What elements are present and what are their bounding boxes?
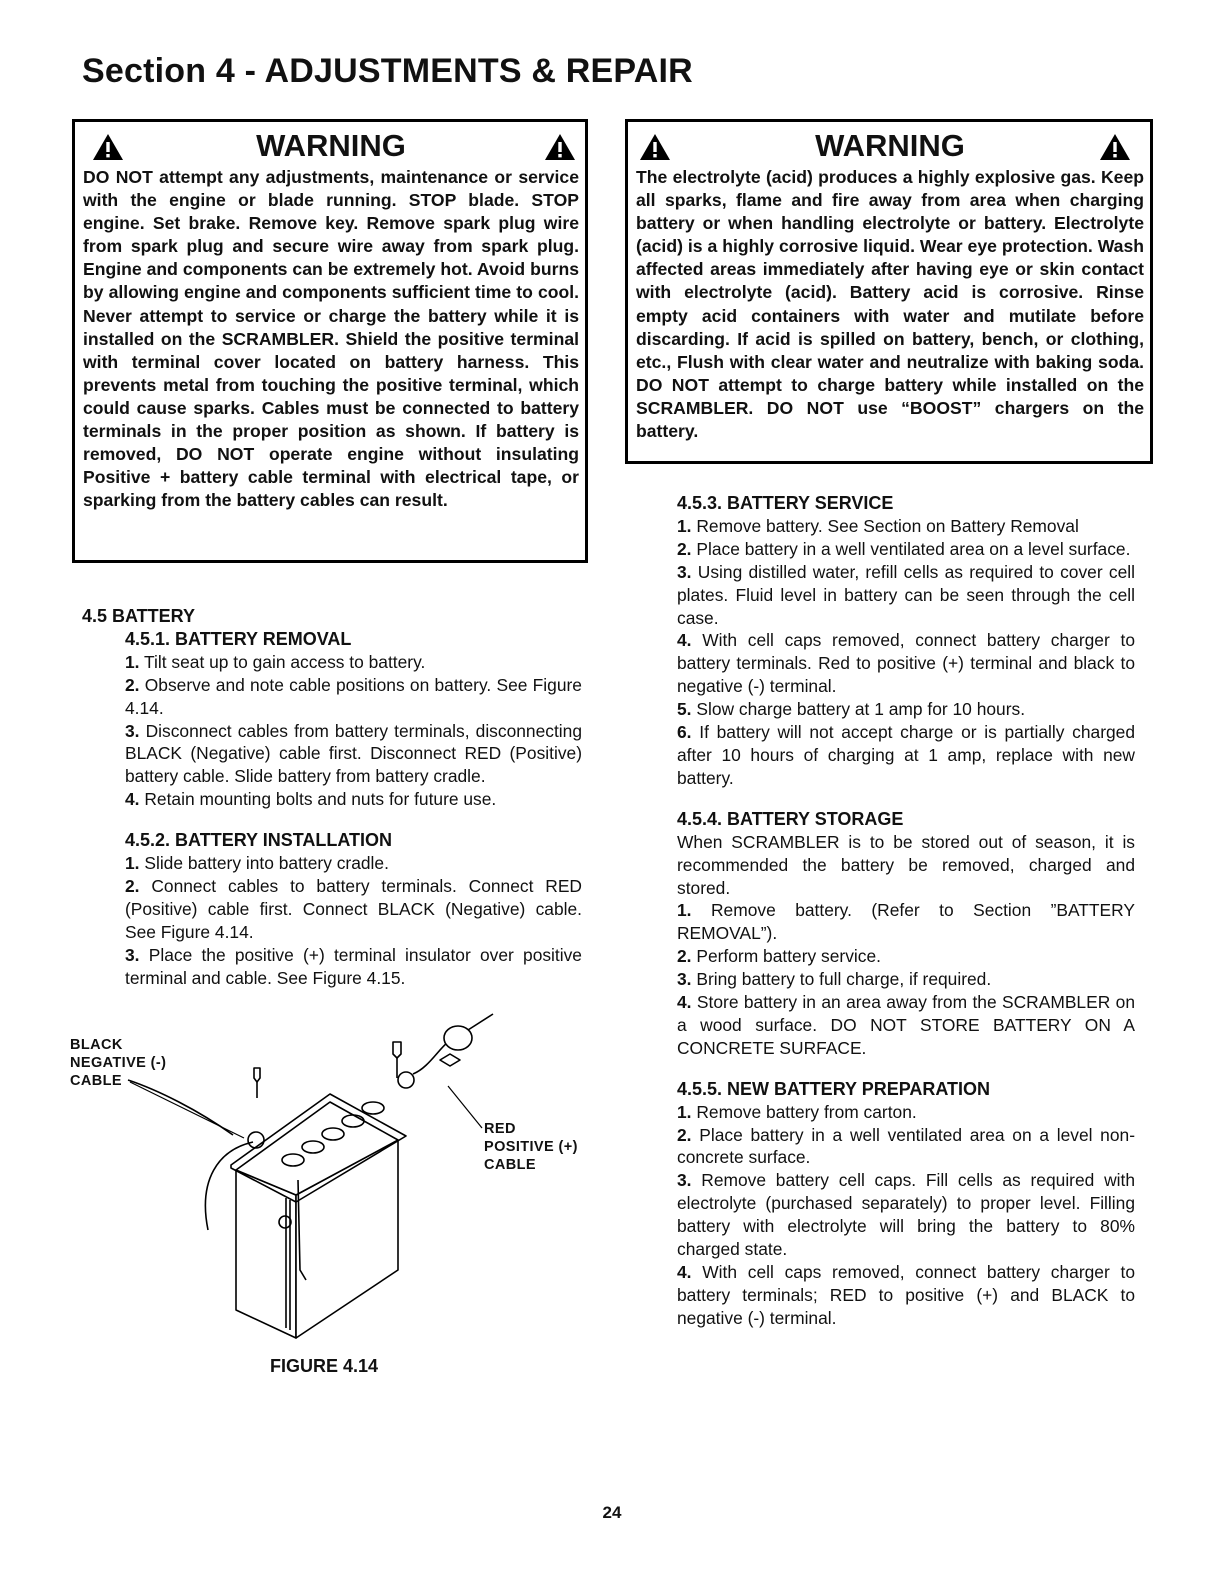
warning-heading: WARNING	[256, 128, 406, 163]
list-item: 3. Remove battery cell caps. Fill cells as required with electrolyte (purchased separately) to proper level. Filling battery with electrolyte will bring the battery to 80% charged state.	[677, 1170, 1135, 1260]
battery-installation-heading: 4.5.2. BATTERY INSTALLATION	[125, 830, 393, 851]
storage-intro: When SCRAMBLER is to be stored out of season, it is recommended the battery be removed, charged and stored.	[677, 831, 1135, 898]
list-item: 2. Place battery in a well ventilated area on a level non-concrete surface.	[677, 1124, 1135, 1168]
list-item: 5. Slow charge battery at 1 amp for 10 hours.	[677, 699, 1026, 720]
battery-removal-section	[82, 628, 582, 990]
list-item: 2. Connect cables to battery terminals. Connect RED (Positive) cable first. Connect BLACK (Negative) cable. See Figure 4.14.	[125, 875, 582, 942]
list-item: 4. With cell caps removed, connect battery charger to battery terminals; RED to positive (+) and BLACK to negative (-) terminal.	[677, 1262, 1135, 1328]
warning-heading: WARNING	[815, 128, 965, 163]
list-item: 4. With cell caps removed, connect battery charger to battery terminals. Red to positive (+) terminal and black to negative (-) terminal.	[677, 630, 1135, 697]
warning-triangle-icon	[1098, 132, 1132, 162]
list-item: 1. Remove battery. (Refer to Section ”BATTERY REMOVAL”).	[677, 900, 1135, 944]
warning-box-electrolyte	[625, 119, 1153, 464]
list-item: 6. If battery will not accept charge or is partially charged after 10 hours of charging at 1 amp, replace with new battery.	[677, 722, 1135, 788]
battery-storage-heading: 4.5.4. BATTERY STORAGE	[677, 808, 904, 829]
list-item: 3. Using distilled water, refill cells as required to cover cell plates. Fluid level in battery can be seen through the cell case.	[677, 561, 1135, 628]
warning-header	[83, 126, 579, 166]
battery-service-heading: 4.5.3. BATTERY SERVICE	[677, 493, 894, 513]
warning-text: The electrolyte (acid) produces a highly explosive gas. Keep all sparks, flame and fire away from area when charging battery or when handling electrolyte or battery. Electrolyte (acid) is a highly corrosive liquid. Wear eye protection. Wash affected areas immediately after having eye or skin contact with electrolyte (acid). Battery acid is corrosive. Rinse empty acid containers with water and mutilate before discarding. If acid is spilled on battery, bench, or clothing, etc., Flush with clear water and neutralize with baking soda. DO NOT attempt to charge battery while installed on the SCRAMBLER. DO NOT use “BOOST” chargers on the battery.	[636, 167, 1144, 442]
battery-illustration	[68, 1010, 588, 1350]
figure-caption: FIGURE 4.14	[270, 1356, 379, 1376]
black-cable-label: BLACK NEGATIVE (-) CABLE	[70, 1037, 167, 1089]
list-item: 1. Tilt seat up to gain access to battery.	[125, 651, 426, 672]
list-item: 3. Bring battery to full charge, if required.	[677, 969, 992, 990]
list-item: 3. Disconnect cables from battery terminals, disconnecting BLACK (Negative) cable first. Disconnect RED (Positive) battery cable. Slide battery from battery cradle.	[125, 720, 582, 787]
battery-figure	[68, 1010, 588, 1390]
warning-header	[636, 126, 1144, 166]
list-item: 2. Place battery in a well ventilated area on a level surface.	[677, 538, 1131, 559]
warning-triangle-icon	[638, 132, 672, 162]
list-item: 4. Store battery in an area away from the SCRAMBLER on a wood surface. DO NOT STORE BATTERY ON A CONCRETE SURFACE.	[677, 992, 1135, 1058]
warning-triangle-icon	[91, 132, 125, 162]
warning-text: DO NOT attempt any adjustments, maintenance or service with the engine or blade running. STOP blade. STOP engine. Set brake. Remove key. Remove spark plug wire from spark plug and secure wire away from spark plug. Engine and components can be extremely hot. Avoid burns by allowing engine and components sufficient time to cool. Never attempt to service or charge the battery while it is installed on the SCRAMBLER. Shield the positive terminal with terminal cover located on battery harness. This prevents metal from touching the positive terminal, which could cause sparks. Cables must be connected to battery terminals in the proper position as shown. If battery is removed, DO NOT operate engine without insulating Positive + battery cable terminal with electrical tape, or sparking from the battery cables can result.	[83, 167, 579, 511]
list-item: 2. Observe and note cable positions on battery. See Figure 4.14.	[125, 674, 582, 718]
left-column	[82, 605, 582, 990]
battery-removal-heading: 4.5.1. BATTERY REMOVAL	[125, 628, 352, 649]
right-column	[677, 492, 1135, 1330]
new-battery-prep-heading: 4.5.5. NEW BATTERY PREPARATION	[677, 1078, 991, 1099]
page-number: 24	[602, 1503, 622, 1522]
warning-box-engine	[72, 119, 588, 563]
warning-triangle-icon	[543, 132, 577, 162]
list-item: 2. Perform battery service.	[677, 946, 881, 967]
list-item: 1. Slide battery into battery cradle.	[125, 853, 389, 874]
list-item: 1. Remove battery from carton.	[677, 1101, 917, 1122]
red-cable-label: RED POSITIVE (+) CABLE	[484, 1121, 578, 1173]
list-item: 1. Remove battery. See Section on Battery Removal	[677, 515, 1079, 536]
section-title: Section 4 - ADJUSTMENTS & REPAIR	[82, 52, 693, 90]
battery-section-heading: 4.5 BATTERY	[82, 606, 196, 626]
list-item: 4. Retain mounting bolts and nuts for future use.	[125, 789, 497, 810]
list-item: 3. Place the positive (+) terminal insulator over positive terminal and cable. See Figure 4.15.	[125, 944, 582, 988]
